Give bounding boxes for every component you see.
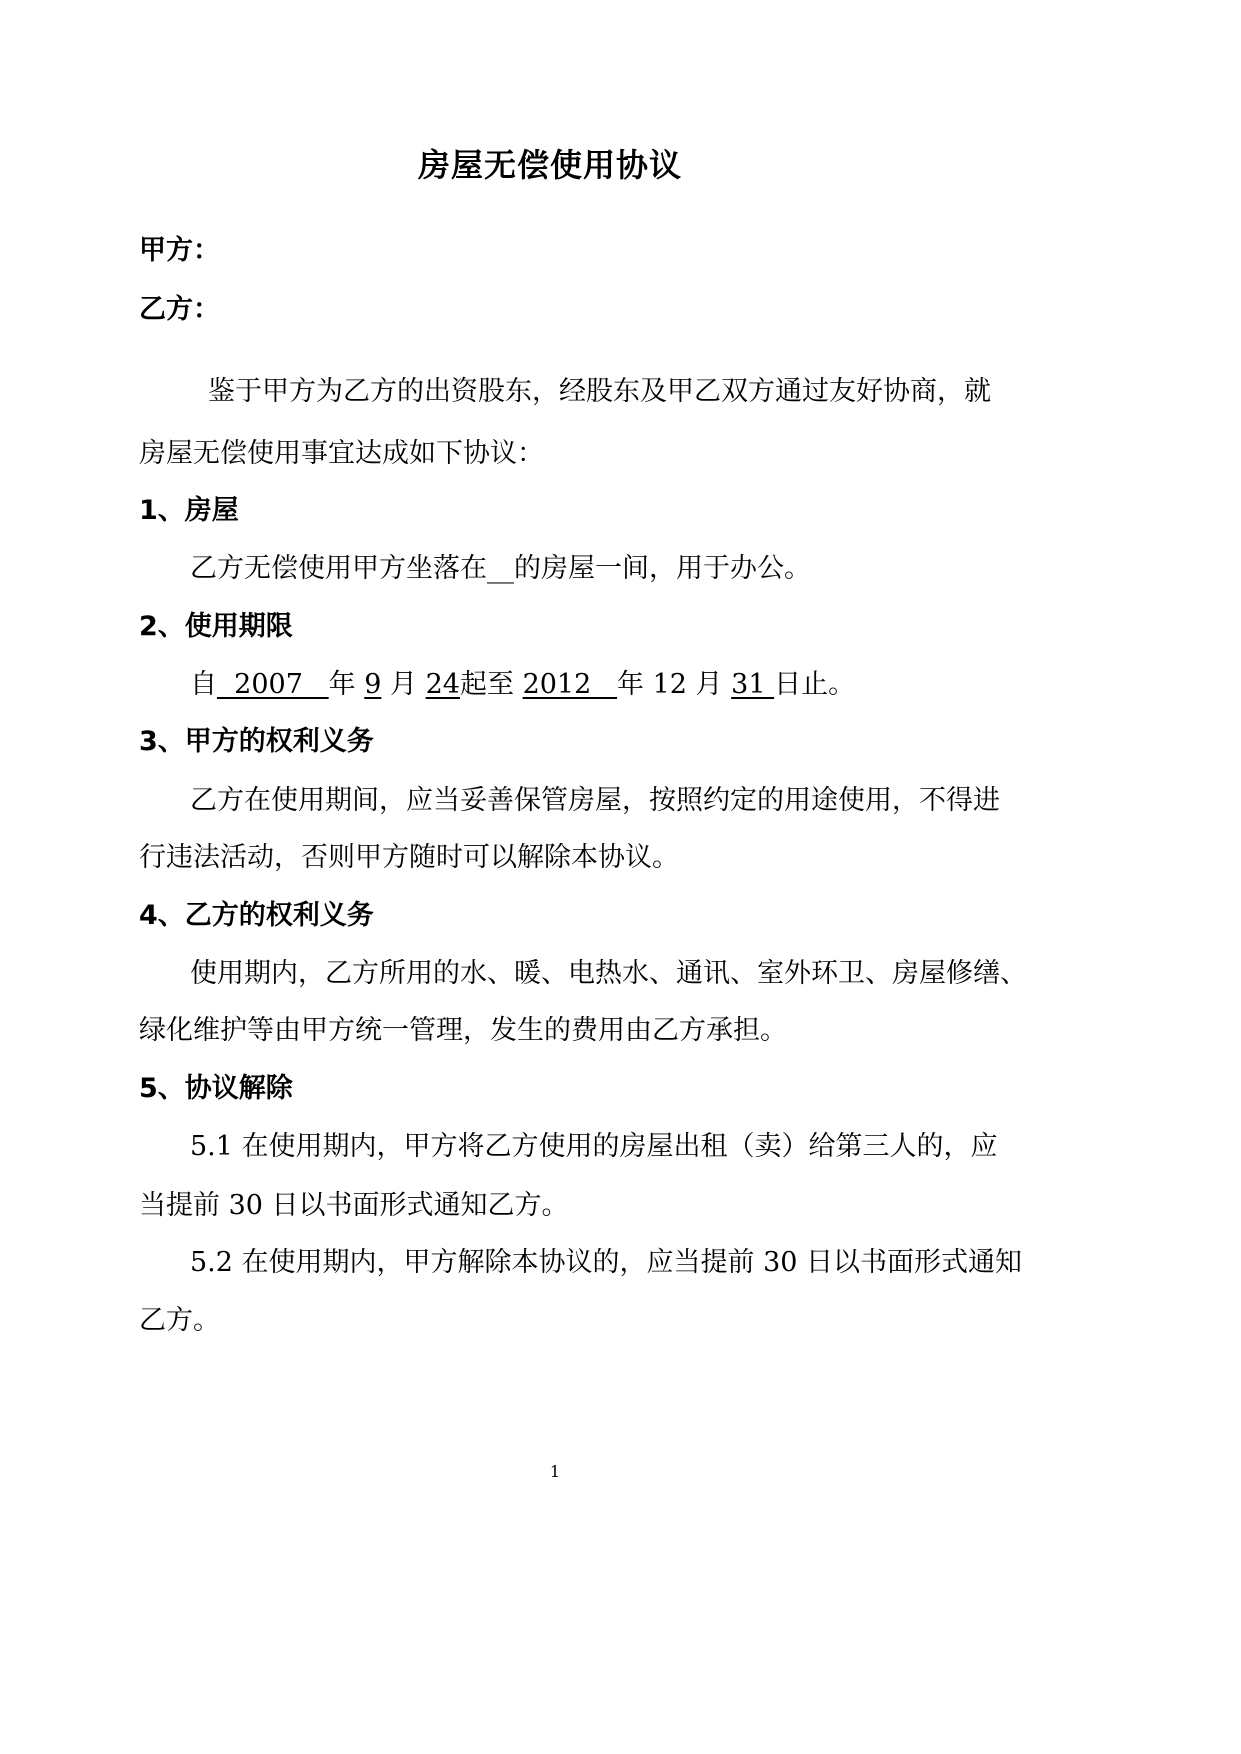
until-label: 起至	[459, 669, 514, 700]
section-5-2-line-2: 乙方。	[139, 1305, 220, 1336]
section-3-heading: 3、甲方的权利义务	[139, 726, 374, 757]
end-day: 31	[731, 669, 775, 700]
year-label: 年	[328, 669, 356, 700]
section-4-heading: 4、乙方的权利义务	[139, 900, 374, 931]
section-4-line-2: 绿化维护等由甲方统一管理，发生的费用由乙方承担。	[139, 1015, 787, 1046]
start-day: 24	[425, 669, 460, 700]
end-label: 日止。	[774, 669, 856, 700]
house-text-after: 的房屋一间，用于办公。	[514, 553, 811, 584]
location-blank: __	[487, 553, 514, 584]
section-3-line-1: 乙方在使用期间，应当妥善保管房屋，按照约定的用途使用，不得进	[190, 785, 1000, 816]
intro-line-1: 鉴于甲方为乙方的出资股东，经股东及甲乙双方通过友好协商，就	[208, 376, 991, 407]
from-label: 自	[190, 669, 217, 700]
section-2-term	[190, 667, 855, 703]
year-month-label: 年 12 月	[617, 669, 723, 700]
intro-line-2: 房屋无偿使用事宜达成如下协议：	[139, 438, 544, 469]
end-year: 2012	[522, 669, 618, 700]
party-b-label: 乙方：	[139, 294, 220, 325]
section-5-2-line-1: 5.2 在使用期内，甲方解除本协议的，应当提前 30 日以书面形式通知	[190, 1247, 1023, 1278]
section-1-heading: 1、房屋	[139, 495, 239, 526]
section-1-text	[190, 551, 811, 587]
house-text-before: 乙方无偿使用甲方坐落在	[190, 553, 487, 584]
section-2-heading: 2、使用期限	[139, 611, 293, 642]
page-number: 1	[549, 1462, 561, 1481]
section-4-line-1: 使用期内，乙方所用的水、暖、电热水、通讯、室外环卫、房屋修缮、	[190, 958, 1027, 989]
section-5-1-line-1: 5.1 在使用期内，甲方将乙方使用的房屋出租（卖）给第三人的，应	[190, 1131, 998, 1162]
section-5-1-line-2: 当提前 30 日以书面形式通知乙方。	[139, 1190, 569, 1221]
section-5-heading: 5、协议解除	[139, 1073, 293, 1104]
section-3-line-2: 行违法活动，否则甲方随时可以解除本协议。	[139, 842, 679, 873]
start-month: 9	[364, 669, 382, 700]
party-a-label: 甲方：	[139, 235, 220, 266]
start-year: 2007	[217, 669, 329, 700]
document-title: 房屋无偿使用协议	[417, 146, 682, 184]
month-label: 月	[390, 669, 418, 700]
